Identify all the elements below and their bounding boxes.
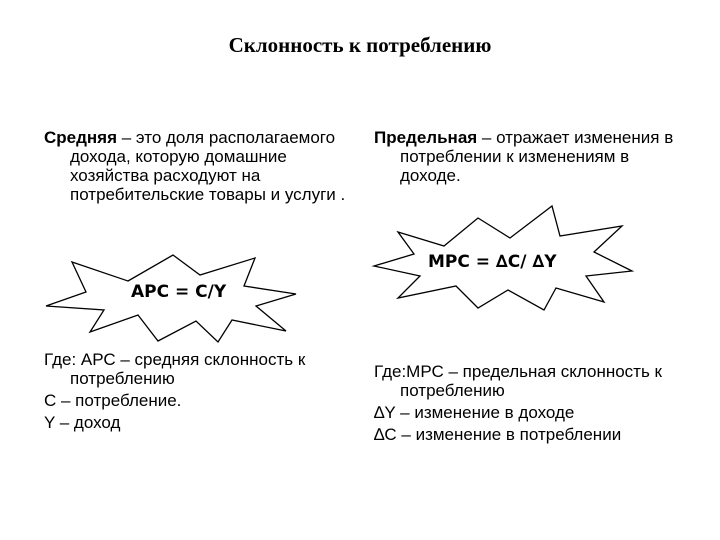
legend-item: ∆C – изменение в потреблении xyxy=(374,425,622,444)
apc-formula: APC = C/Y xyxy=(131,282,227,302)
legend-item: Где:МРС – предельная склонность к потреблению xyxy=(374,362,662,400)
legend-item: Y – доход xyxy=(44,413,121,432)
marginal-definition-text: – отражает изменения в потреблении к изменениям в доходе. xyxy=(400,128,674,185)
legend-item: Где: АРС – средняя склонность к потреблению xyxy=(44,350,306,388)
average-term: Средняя xyxy=(44,128,118,147)
marginal-term: Предельная xyxy=(374,128,478,147)
average-definition-text: – это доля располагаемого дохода, которую домашние хозяйства расходуют на потребительские товары и услуги . xyxy=(70,128,346,204)
legend-item: ∆Y – изменение в доходе xyxy=(374,403,575,422)
legend-item: С – потребление. xyxy=(44,391,182,410)
page-title: Склонность к потреблению xyxy=(228,33,492,57)
mpc-formula: MPC = ∆C/ ∆Y xyxy=(428,252,557,272)
marginal-legend xyxy=(374,362,674,444)
average-legend xyxy=(44,350,354,432)
